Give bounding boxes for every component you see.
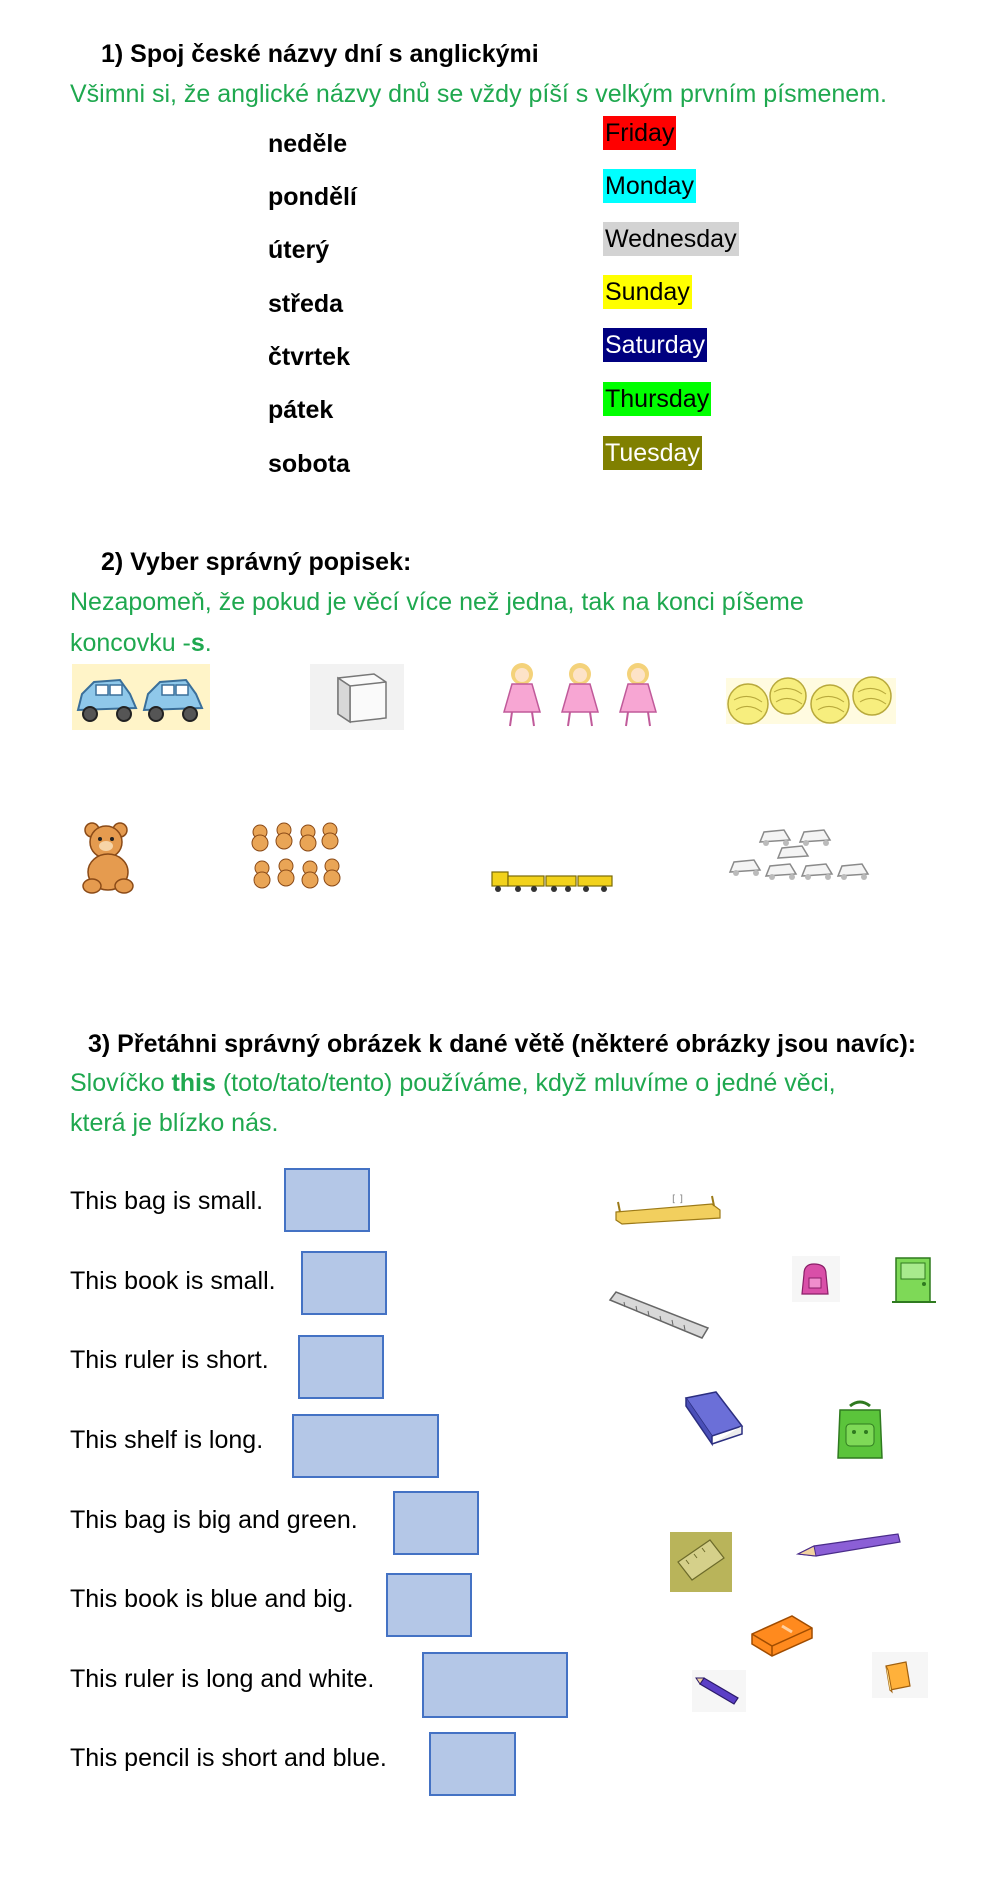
czech-day-3[interactable]: úterý: [268, 236, 330, 264]
small-pink-bag-picture[interactable]: [792, 1256, 840, 1302]
drop-target-8[interactable]: [429, 1732, 516, 1796]
czech-day-6[interactable]: pátek: [268, 396, 334, 424]
eraser-picture[interactable]: [746, 1610, 818, 1662]
ex1-heading: 1) Spoj české názvy dní s anglickými: [101, 40, 539, 68]
ex3-note-prefix: Slovíčko: [70, 1069, 172, 1097]
ex3-heading: 3) Přetáhni správný obrázek k dané větě (některé obrázky jsou navíc):: [88, 1030, 917, 1058]
english-day-tuesday[interactable]: Tuesday: [603, 436, 702, 470]
drop-target-1[interactable]: [284, 1168, 370, 1232]
drop-target-5[interactable]: [393, 1491, 479, 1555]
shelf-picture[interactable]: [612, 1188, 724, 1230]
sentence-2: This book is small.: [70, 1267, 276, 1295]
ex3-note-line1: [70, 1063, 836, 1103]
sentence-8: This pencil is short and blue.: [70, 1744, 387, 1772]
box-picture[interactable]: [310, 664, 404, 730]
czech-day-4[interactable]: středa: [268, 290, 344, 318]
drop-target-6[interactable]: [386, 1573, 472, 1637]
drop-target-7[interactable]: [422, 1652, 568, 1718]
train-picture[interactable]: [488, 866, 616, 896]
ex2-note-bold: s: [190, 629, 205, 657]
short-ruler-picture[interactable]: [670, 1532, 732, 1592]
nine-teddy-bears-picture[interactable]: [250, 822, 342, 896]
english-day-sunday[interactable]: Sunday: [603, 275, 692, 309]
ex3-note-suffix: (toto/tato/tento) používáme, když mluvíme o jedné věci,: [215, 1069, 836, 1097]
sentence-6: This book is blue and big.: [70, 1585, 354, 1613]
sentence-3: This ruler is short.: [70, 1346, 269, 1374]
white-ruler-picture[interactable]: [606, 1290, 712, 1352]
english-day-thursday[interactable]: Thursday: [603, 382, 711, 416]
purple-pencil-picture[interactable]: [794, 1530, 906, 1560]
drop-target-4[interactable]: [292, 1414, 439, 1478]
drop-target-2[interactable]: [301, 1251, 387, 1315]
czech-day-7[interactable]: sobota: [268, 450, 350, 478]
sentence-1: This bag is small.: [70, 1187, 264, 1215]
two-cars-picture[interactable]: [72, 664, 210, 730]
ex2-note-line2: [70, 623, 212, 663]
seven-cars-picture[interactable]: [724, 824, 876, 896]
english-day-saturday[interactable]: Saturday: [603, 328, 707, 362]
door-picture[interactable]: [890, 1254, 938, 1306]
english-day-wednesday[interactable]: Wednesday: [603, 222, 739, 256]
czech-day-1[interactable]: neděle: [268, 130, 348, 158]
four-balls-picture[interactable]: [726, 672, 896, 728]
small-book-picture[interactable]: [872, 1652, 928, 1698]
sentence-4: This shelf is long.: [70, 1426, 264, 1454]
drop-target-3[interactable]: [298, 1335, 384, 1399]
czech-day-2[interactable]: pondělí: [268, 183, 357, 211]
ex1-note: Všimni si, že anglické názvy dnů se vždy píší s velkým prvním písmenem.: [70, 80, 887, 108]
ex2-note-prefix: koncovku -: [70, 629, 191, 657]
teddy-bear-picture[interactable]: [70, 820, 146, 896]
svg-text:[ ]: [ ]: [672, 1194, 683, 1205]
blue-book-picture[interactable]: [676, 1390, 748, 1452]
english-day-friday[interactable]: Friday: [603, 116, 676, 150]
ex3-note-bold: this: [171, 1069, 216, 1097]
english-day-monday[interactable]: Monday: [603, 169, 696, 203]
sentence-5: This bag is big and green.: [70, 1506, 358, 1534]
sentence-7: This ruler is long and white.: [70, 1665, 375, 1693]
short-blue-pencil-picture[interactable]: [692, 1670, 746, 1712]
ex3-note-line2: která je blízko nás.: [70, 1109, 279, 1137]
ex2-heading: 2) Vyber správný popisek:: [101, 548, 412, 576]
czech-day-5[interactable]: čtvrtek: [268, 343, 350, 371]
ex2-note-line1: Nezapomeň, že pokud je věcí více než jedna, tak na konci píšeme: [70, 588, 804, 616]
ex2-note-suffix: .: [204, 629, 212, 657]
green-bag-picture[interactable]: [832, 1396, 888, 1466]
three-dolls-picture[interactable]: [494, 660, 672, 732]
